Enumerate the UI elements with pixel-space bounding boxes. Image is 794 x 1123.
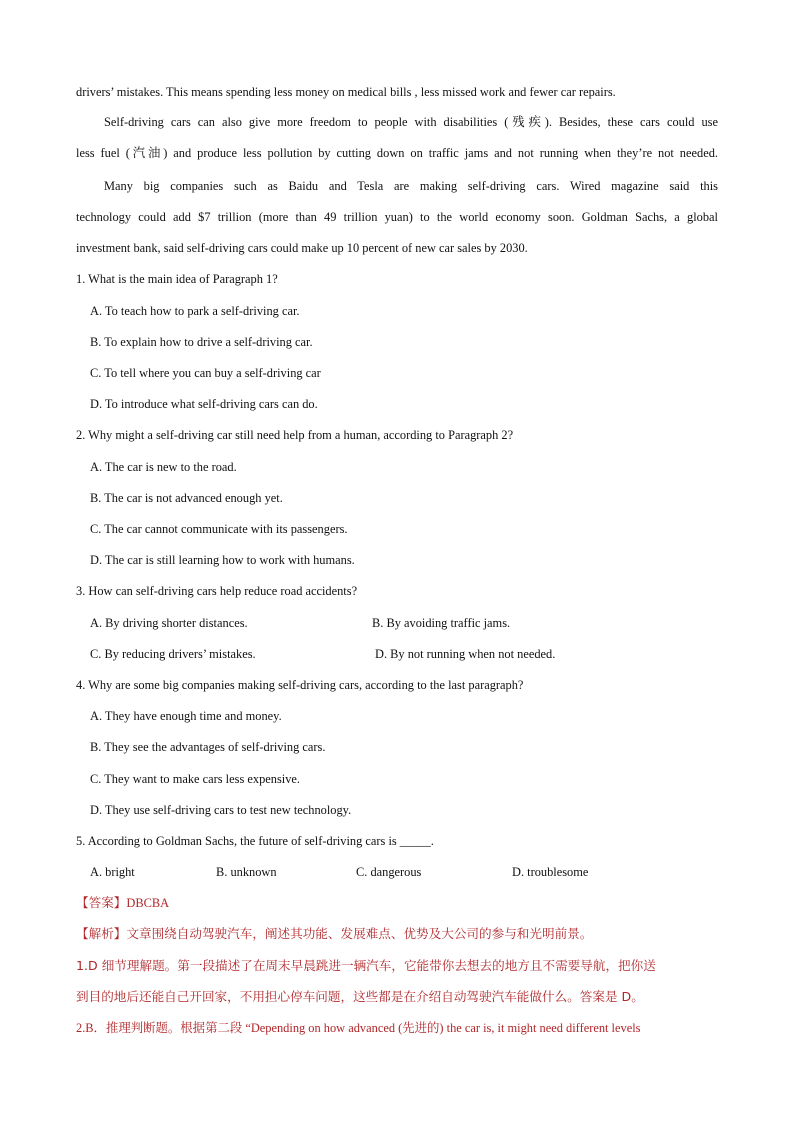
answer-option: D. The car is still learning how to work with humans.	[90, 553, 355, 567]
answer-option: C. The car cannot communicate with its passengers.	[90, 522, 348, 536]
passage-line: Self-driving cars can also give more freedom to people with disabilities (残疾). Besides, these cars could use	[104, 115, 718, 129]
analysis-summary	[76, 926, 592, 942]
answer-option: B. unknown	[216, 865, 277, 879]
question-stem: 3. How can self-driving cars help reduce road accidents?	[76, 584, 358, 598]
answer-option: A. bright	[90, 865, 135, 879]
answer-option: D. troublesome	[512, 865, 589, 879]
passage-line: drivers’ mistakes. This means spending less money on medical bills , less missed work and fewer car repairs.	[76, 85, 616, 99]
answer-option: C. dangerous	[356, 865, 422, 879]
question-stem: 4. Why are some big companies making self-driving cars, according to the last paragraph?	[76, 678, 524, 692]
passage-line: technology could add $7 trillion (more than 49 trillion yuan) to the world economy soon. Goldman Sachs, a global	[76, 210, 718, 224]
answer-option: A. By driving shorter distances.	[90, 616, 248, 630]
answer-option: D. To introduce what self-driving cars can do.	[90, 397, 318, 411]
answer-option: C. They want to make cars less expensive.	[90, 772, 301, 786]
answer-option: D. By not running when not needed.	[375, 647, 556, 661]
analysis-summary-text: 文章围绕自动驾驶汽车，阐述其功能、发展难点、优势及大公司的参与和光明前景。	[126, 926, 593, 941]
passage-line: Many big companies such as Baidu and Tesla are making self-driving cars. Wired magazine said this	[104, 179, 718, 193]
answer-option: D. They use self-driving cars to test new technology.	[90, 803, 352, 817]
answer-option: C. By reducing drivers’ mistakes.	[90, 647, 256, 661]
answer-option: B. By avoiding traffic jams.	[372, 616, 511, 630]
answer-option: B. To explain how to drive a self-driving car.	[90, 335, 313, 349]
answer-option: A. They have enough time and money.	[90, 709, 282, 723]
answer-text: DBCBA	[126, 896, 170, 910]
answer-tag: 【答案】	[76, 895, 127, 910]
passage-line: less fuel (汽油) and produce less pollution by cutting down on traffic jams and not running when they’re not needed.	[76, 146, 718, 160]
analysis-line: 到目的地后还能自己开回家，不用担心停车问题，这些都是在介绍自动驾驶汽车能做什么。答案是 D。	[76, 989, 644, 1004]
answer-option: B. They see the advantages of self-driving cars.	[90, 740, 326, 754]
answer-option: A. To teach how to park a self-driving car.	[90, 304, 300, 318]
question-stem: 5. According to Goldman Sachs, the future of self-driving cars is _____.	[76, 834, 434, 848]
question-stem: 2. Why might a self-driving car still need help from a human, according to Paragraph 2?	[76, 428, 514, 442]
answer-key	[76, 895, 169, 911]
passage-line: investment bank, said self-driving cars could make up 10 percent of new car sales by 2030.	[76, 241, 528, 255]
analysis-line: 1.D 细节理解题。第一段描述了在周末早晨跳进一辆汽车，它能带你去想去的地方且不需要导航，把你送	[76, 958, 656, 973]
answer-option: A. The car is new to the road.	[90, 460, 237, 474]
answer-option: C. To tell where you can buy a self-driving car	[90, 366, 321, 380]
answer-option: B. The car is not advanced enough yet.	[90, 491, 283, 505]
question-stem: 1. What is the main idea of Paragraph 1?	[76, 272, 278, 286]
analysis-line: 2.B．推理判断题。根据第二段 “Depending on how advanced (先进的) the car is, it might need different levels	[76, 1021, 641, 1035]
analysis-tag: 【解析】	[76, 926, 127, 941]
